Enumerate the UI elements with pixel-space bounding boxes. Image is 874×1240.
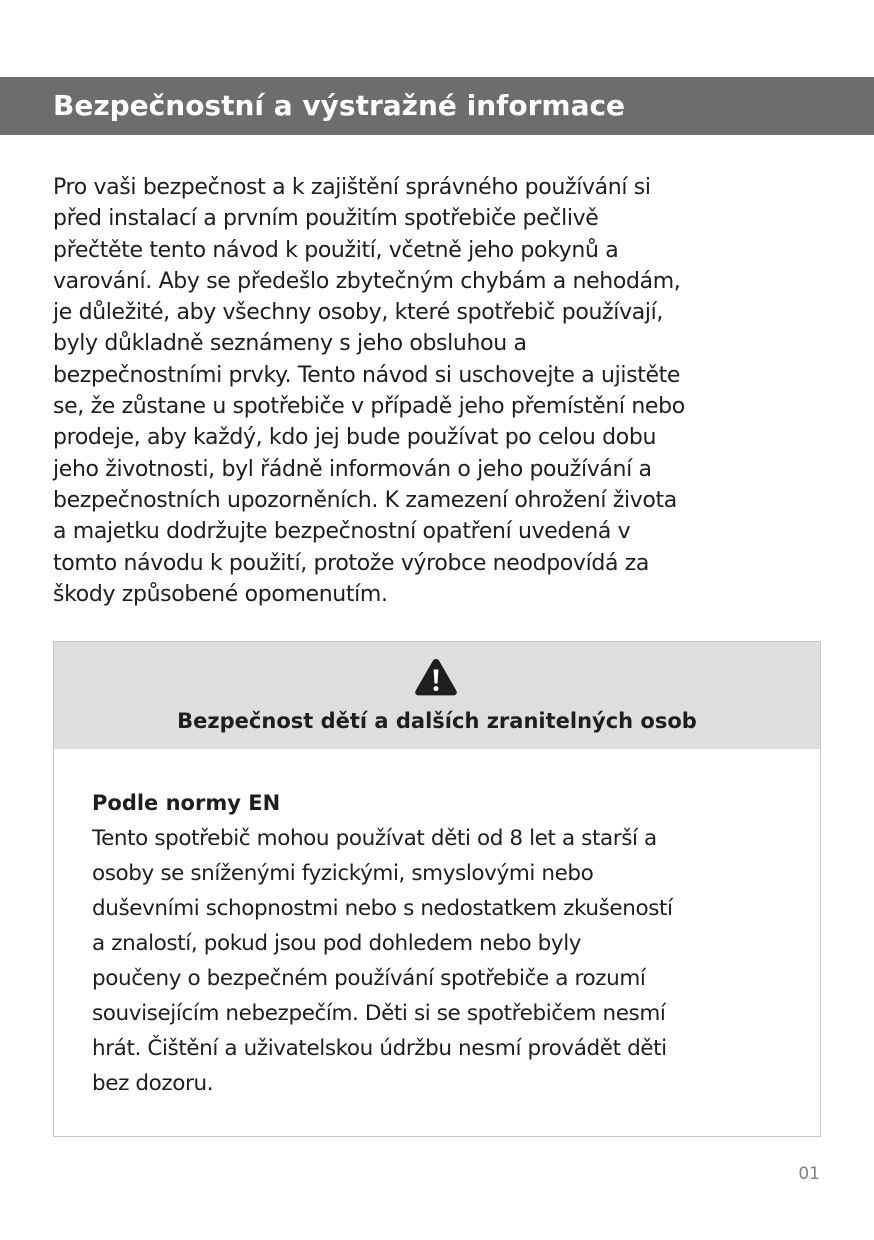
intro-paragraph: Pro vaši bezpečnost a k zajištění správného používání si před instalací a prvním použitím spotřebiče pečlivě přečtěte tento návod k použití, včetně jeho pokynů a varování. Aby se předešlo zbytečným chybám a nehodám, je důležité, aby všechny osoby, které spotřebič používají, byly důkladně seznámeny s jeho obsluhou a bezpečnostními prvky. Tento návod si uschovejte a ujistěte se, že zůstane u spotřebiče v případě jeho přemístění nebo prodeje, aby každý, kdo jej bude používat po celou dobu jeho životnosti, byl řádně informován o jeho používání a bezpečnostních upozorněních. K zamezení ohrožení života a majetku dodržujte bezpečnostní opatření uvedená v tomto návodu k použití, protože výrobce neodpovídá za škody způsobené opomenutím. [53,175,685,607]
warning-title: Bezpečnost dětí a dalších zranitelných osob [177,709,697,733]
page-title: Bezpečnostní a výstražné informace [53,89,626,122]
page-number: 01 [798,1164,820,1184]
title-bar [0,77,874,135]
warning-triangle-icon [414,657,458,697]
section-body: Tento spotřebič mohou používat děti od 8 let a starší a osoby se sníženými fyzickými, smyslovými nebo duševními schopnostmi nebo s nedostatkem zkušeností a znalostí, pokud jsou pod dohledem nebo byly poučeny o bezpečném používání spotřebiče a rozumí souvisejícím nebezpečím. Děti si se spotřebičem nesmí hrát. Čištění a uživatelskou údržbu nesmí provádět děti bez dozoru. [92,826,673,1096]
warning-header [54,642,820,749]
warning-box [53,641,821,1137]
section-heading: Podle normy EN [92,791,281,815]
